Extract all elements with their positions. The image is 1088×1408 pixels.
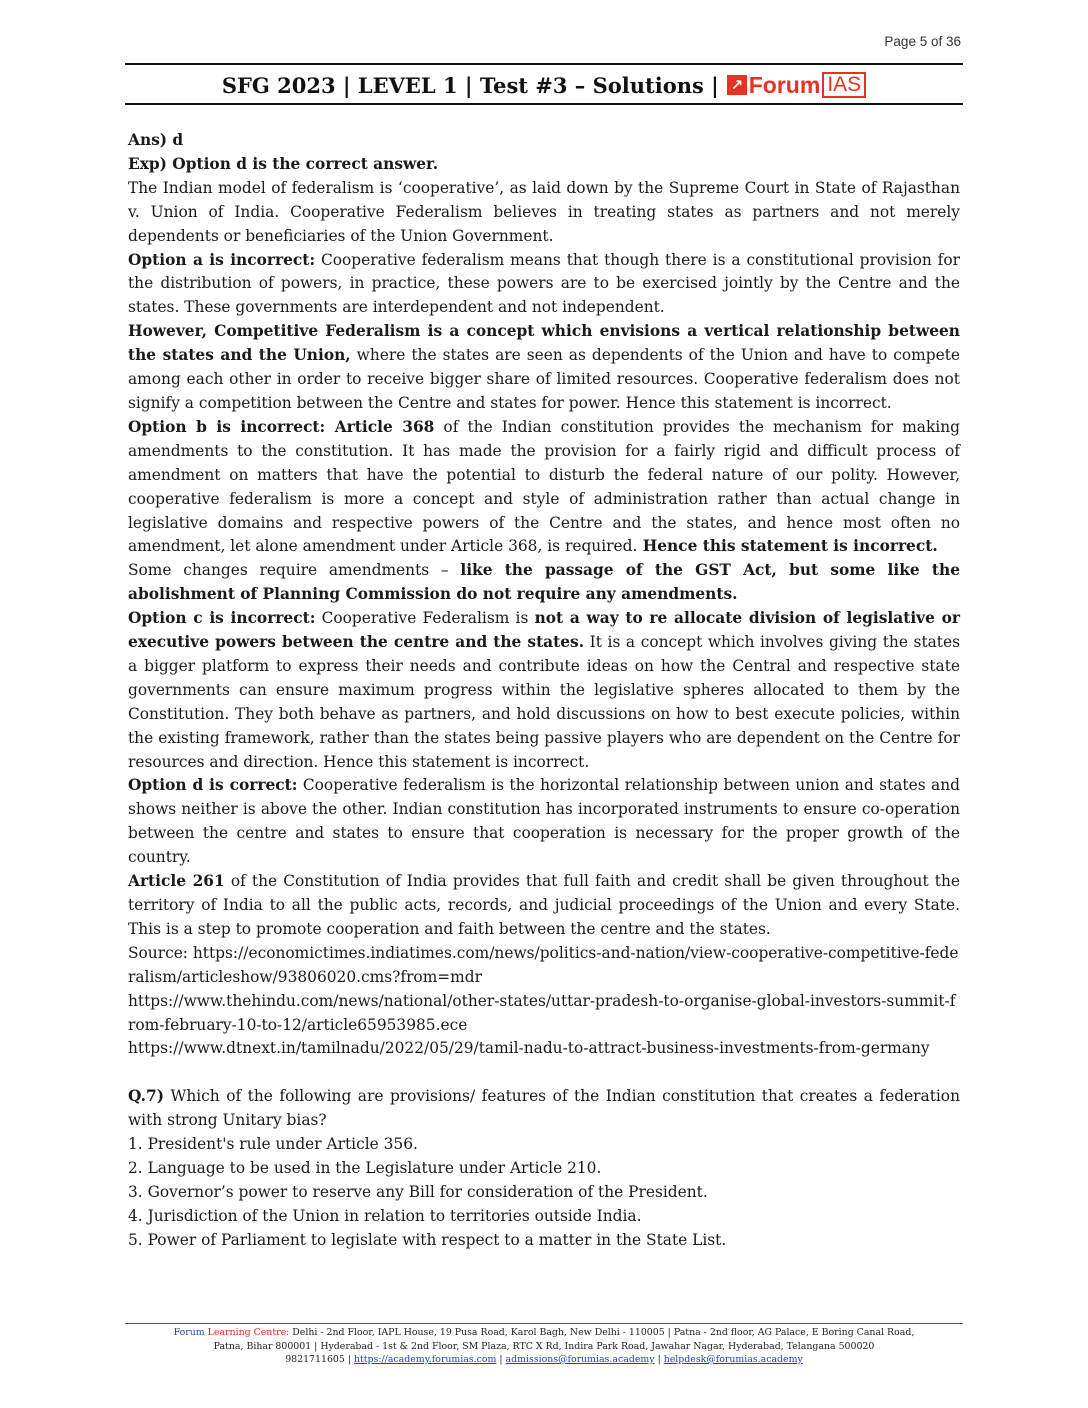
- question-item: 3. Governor’s power to reserve any Bill for consideration of the President.: [128, 1182, 708, 1201]
- paragraph-gst: Some changes require amendments – like the passage of the GST Act, but some like the abolishment of Planning Commission do not require any amendments.: [128, 561, 960, 604]
- footer-phone: 9821711605: [285, 1354, 345, 1365]
- admissions-email-link[interactable]: admissions@forumias.academy: [505, 1354, 655, 1365]
- paragraph-intro: The Indian model of federalism is ‘cooperative’, as laid down by the Supreme Court in State of Rajasthan v. Union of India. Cooperative Federalism believes in treating states as partners and not merely dependents or beneficiaries of the Union Government.: [128, 178, 960, 245]
- page-number: Page 5 of 36: [884, 34, 961, 49]
- academy-link[interactable]: https://academy.forumias.com: [353, 1354, 497, 1365]
- question-item: 1. President's rule under Article 356.: [128, 1135, 418, 1154]
- header-bottom-rule: [125, 103, 963, 105]
- page-footer: [125, 1326, 963, 1367]
- question-item: 4. Jurisdiction of the Union in relation to territories outside India.: [128, 1206, 642, 1225]
- spacer: [128, 1061, 960, 1085]
- source-link-2[interactable]: https://www.thehindu.com/news/national/other-states/uttar-pradesh-to-organise-global-investors-summit-from-february-10-to-12/article65953985.ece: [128, 991, 956, 1034]
- logo-forum-text: Forum: [748, 71, 821, 98]
- question-item: 2. Language to be used in the Legislature under Article 210.: [128, 1159, 602, 1178]
- helpdesk-email-link[interactable]: helpdesk@forumias.academy: [663, 1354, 803, 1365]
- forumias-logo: [727, 72, 866, 99]
- explanation-heading: Exp) Option d is the correct answer.: [128, 154, 439, 173]
- page-header: [125, 68, 963, 102]
- paragraph-competitive: However, Competitive Federalism is a concept which envisions a vertical relationship between the states and the Union, where the states are seen as dependents of the Union and have to compete among each other in order to receive bigger share of limited resources. Cooperative federalism does not signify a competition between the Centre and states for power. Hence this statement is incorrect.: [128, 322, 960, 412]
- footer-address-line-2: Patna, Bihar 800001 | Hyderabad - 1st & 2nd Floor, SM Plaza, RTC X Rd, Indira Park Road, Jawahar Nagar, Hyderabad, Telangana 500020: [213, 1340, 875, 1352]
- header-top-rule: [125, 63, 963, 65]
- source-link-1[interactable]: Source: https://economictimes.indiatimes.com/news/politics-and-nation/view-cooperative-competitive-federalism/articleshow/93806020.cms?from=mdr: [128, 943, 959, 986]
- paragraph-option-a: Option a is incorrect: Cooperative federalism means that though there is a constitutional provision for the distribution of powers, in practice, these powers are to be exercised jointly by the Centre and the states. These governments are interdependent and not independent.: [128, 250, 960, 317]
- question-item: 5. Power of Parliament to legislate with respect to a matter in the State List.: [128, 1230, 727, 1249]
- paragraph-option-b: Option b is incorrect: Article 368 of the Indian constitution provides the mechanism for making amendments to the constitution. It has made the provision for a fairly rigid and difficult process of amendment on matters that have the potential to disturb the federal nature of our polity. However, cooperative federalism is more a concept and style of administration rather than actual change in legislative domains and respective powers of the Centre and the states, and hence most often no amendment, let alone amendment under Article 368, is required. Hence this statement is incorrect.: [128, 417, 960, 556]
- footer-address-line-1: Forum Learning Centre: Delhi - 2nd Floor, IAPL House, 19 Pusa Road, Karol Bagh, New Delhi - 110005 | Patna - 2nd floor, AG Palace, E Boring Canal Road,: [173, 1327, 915, 1338]
- source-link-3[interactable]: https://www.dtnext.in/tamilnadu/2022/05/29/tamil-nadu-to-attract-business-investments-from-germany: [128, 1039, 930, 1058]
- footer-contacts: 9821711605 | https://academy.forumias.com | admissions@forumias.academy | helpdesk@forumias.academy: [285, 1354, 803, 1365]
- logo-ias-text: IAS: [822, 72, 866, 98]
- paragraph-article-261: Article 261 of the Constitution of India provides that full faith and credit shall be given throughout the territory of India to all the public acts, records, and judicial proceedings of the Union and every State. This is a step to promote cooperation and faith between the centre and the states.: [128, 872, 960, 938]
- paragraph-option-d: Option d is correct: Cooperative federalism is the horizontal relationship between union and states and shows neither is above the other. Indian constitution has incorporated instruments to ensure co-operation between the centre and states to ensure that cooperation is necessary for the proper growth of the country.: [128, 776, 960, 867]
- arrow-up-right-icon: ↗: [727, 75, 747, 95]
- header-title: SFG 2023 | LEVEL 1 | Test #3 – Solutions |: [221, 72, 719, 98]
- paragraph-option-c: Option c is incorrect: Cooperative Federalism is not a way to re allocate division of legislative or executive powers between the centre and the states. It is a concept which involves giving the states a bigger platform to express their needs and contribute ideas on how the Central and respective state governments can ensure maximum progress within the legislative spheres allocated to them by the Constitution. They both behave as partners, and hold discussions on how to best execute policies, within the existing framework, rather than the states being passive players who are dependent on the Centre for resources and direction. Hence this statement is incorrect.: [128, 609, 960, 771]
- question-7: Q.7) Which of the following are provisions/ features of the Indian constitution that creates a federation with strong Unitary bias?: [128, 1087, 960, 1130]
- solution-content: [128, 129, 960, 1253]
- answer-line: Ans) d: [128, 131, 184, 149]
- footer-rule: [125, 1323, 963, 1324]
